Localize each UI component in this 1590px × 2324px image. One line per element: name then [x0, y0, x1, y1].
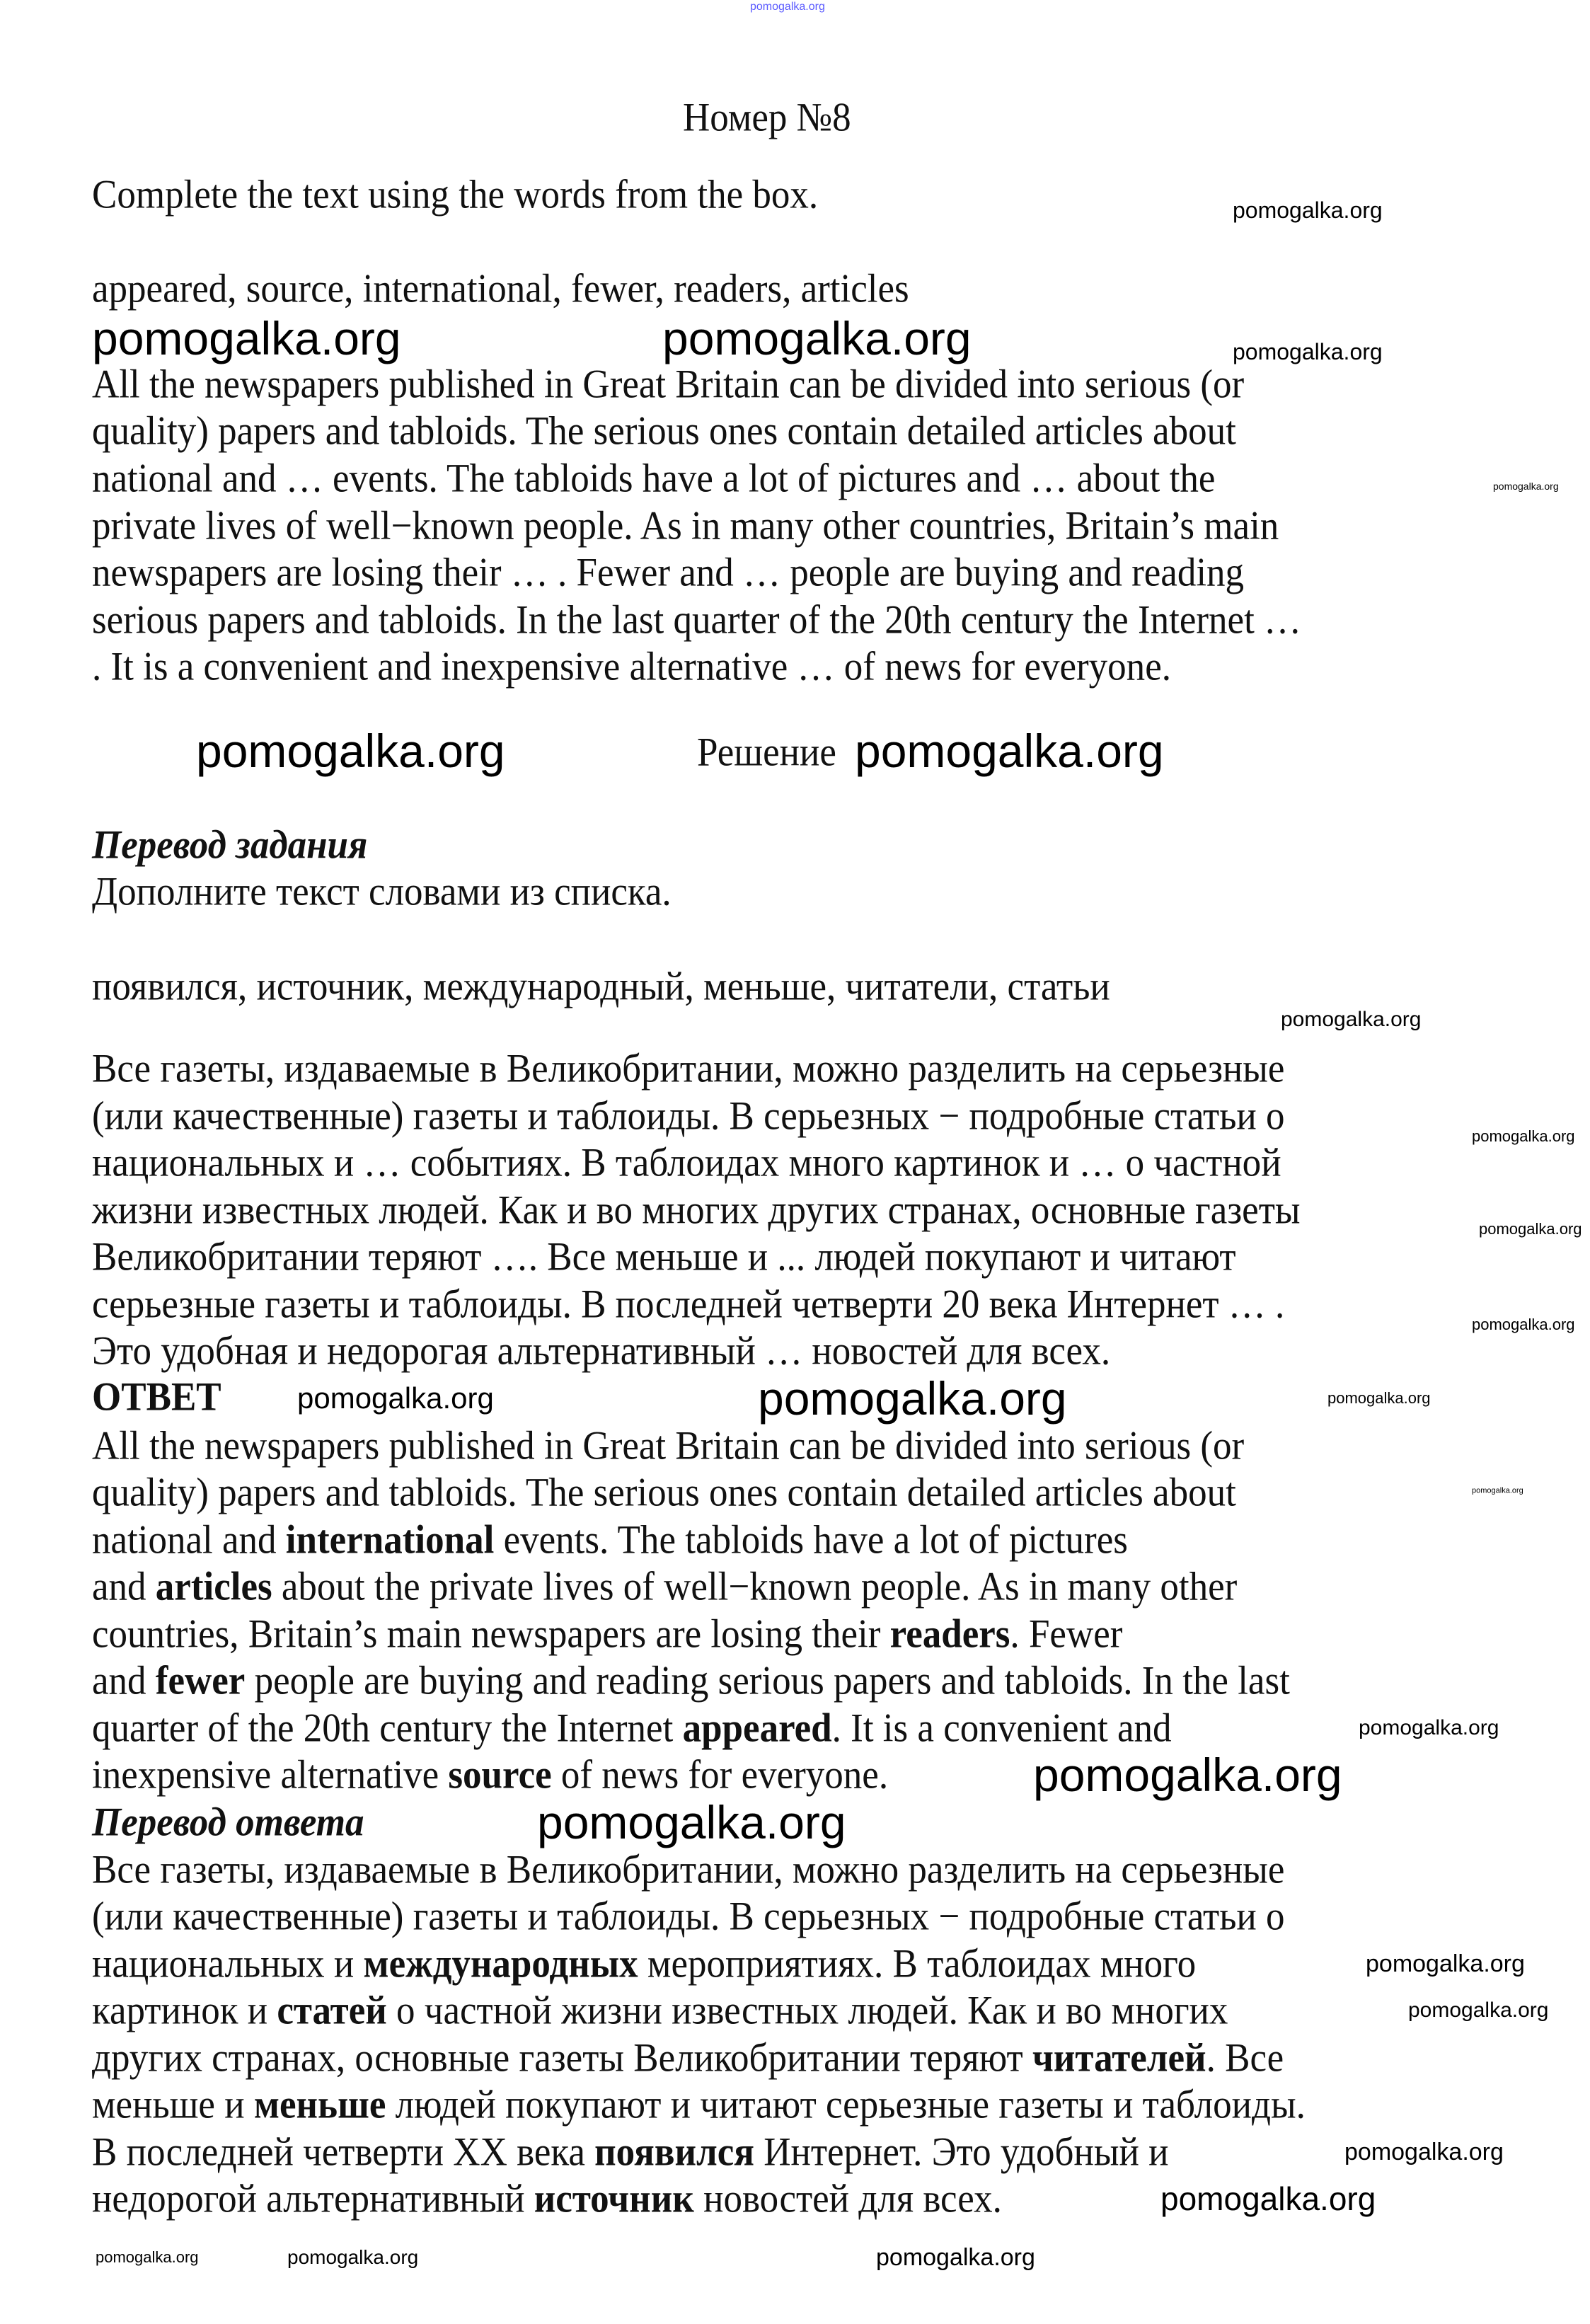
watermark: pomogalka.org [750, 1, 825, 13]
answer-heading: ОТВЕТ [92, 1374, 221, 1420]
text-segment: меньше и [92, 2082, 254, 2127]
text-segment: national and [92, 1517, 286, 1563]
answer-translation-line [92, 2176, 1002, 2221]
text-segment: . Fewer [1010, 1611, 1123, 1657]
task-translation-line: национальных и … событиях. В таблоидах много картинок и … о частной [92, 1140, 1281, 1185]
text-segment: and [92, 1658, 156, 1703]
answer-word: fewer [155, 1658, 246, 1703]
text-segment: В последней четверти XX века [92, 2129, 595, 2175]
answer-word: readers [889, 1611, 1010, 1657]
watermark: pomogalka.org [92, 312, 401, 364]
watermark: pomogalka.org [1359, 1716, 1499, 1739]
answer-word: читателей [1032, 2035, 1206, 2081]
answer-word: меньше [253, 2082, 386, 2127]
task-text-line: quality) papers and tabloids. The serious ones contain detailed articles about [92, 408, 1236, 454]
text-segment: people are buying and reading serious papers and tabloids. In the last [245, 1658, 1290, 1703]
answer-line [92, 1470, 1236, 1515]
answer-word: appeared [682, 1705, 832, 1751]
answer-word: источник [534, 2176, 694, 2221]
answer-word: international [285, 1517, 495, 1563]
watermark: pomogalka.org [1233, 197, 1383, 223]
answer-line [92, 1517, 1128, 1563]
task-text-line: private lives of well−known people. As in many other countries, Britain’s main [92, 503, 1279, 548]
watermark: pomogalka.org [855, 725, 1164, 777]
text-segment: национальных и [92, 1941, 364, 1986]
answer-translation-line [92, 2129, 1169, 2175]
watermark: pomogalka.org [1472, 1127, 1575, 1145]
task-text-line: . It is a convenient and inexpensive alternative … of news for everyone. [92, 644, 1171, 689]
text-segment: других странах, основные газеты Великобритании теряют [92, 2035, 1032, 2081]
word-box: appeared, source, international, fewer, readers, articles [92, 266, 909, 311]
answer-word: articles [155, 1564, 272, 1609]
answer-translation-line [92, 2082, 1306, 2127]
text-segment: Все газеты, издаваемые в Великобритании, можно разделить на серьезные [92, 1847, 1285, 1892]
answer-translation-line [92, 1988, 1228, 2033]
text-segment: Интернет. Это удобный и [754, 2129, 1169, 2175]
text-segment: inexpensive alternative [92, 1752, 449, 1797]
answer-word: source [448, 1752, 552, 1797]
solution-label: Решение [697, 730, 836, 775]
answer-line [92, 1705, 1172, 1751]
watermark: pomogalka.org [96, 2248, 199, 2266]
watermark: pomogalka.org [758, 1372, 1067, 1425]
answer-word: статей [277, 1988, 387, 2033]
watermark: pomogalka.org [1366, 1950, 1525, 1977]
task-translation-line: Великобритании теряют …. Все меньше и ... людей покупают и читают [92, 1234, 1236, 1279]
task-translation-line: серьезные газеты и таблоиды. В последней четверти 20 века Интернет … . [92, 1282, 1285, 1327]
watermark: pomogalka.org [1472, 1486, 1523, 1495]
task-text-line: newspapers are losing their … . Fewer and … people are buying and reading [92, 550, 1245, 595]
watermark: pomogalka.org [1033, 1749, 1342, 1801]
watermark: pomogalka.org [196, 725, 505, 777]
text-segment: and [92, 1564, 156, 1609]
task-translation-line: жизни известных людей. Как и во многих других странах, основные газеты [92, 1187, 1301, 1233]
task-instruction: Complete the text using the words from the box. [92, 172, 819, 217]
text-segment: of news for everyone. [551, 1752, 889, 1797]
page-title: Номер №8 [683, 95, 851, 140]
text-segment: мероприятиях. В таблоидах много [638, 1941, 1197, 1986]
watermark: pomogalka.org [1493, 481, 1559, 492]
answer-translation-line [92, 1894, 1285, 1939]
answer-line [92, 1752, 889, 1797]
text-segment: All the newspapers published in Great Britain can be divided into serious (or [92, 1423, 1245, 1468]
text-segment: quality) papers and tabloids. The serious ones contain detailed articles about [92, 1470, 1236, 1515]
answer-word: международных [363, 1941, 638, 1986]
watermark: pomogalka.org [297, 1381, 494, 1415]
task-text-line: national and … events. The tabloids have a lot of pictures and … about the [92, 456, 1216, 501]
task-text-line: serious papers and tabloids. In the last quarter of the 20th century the Internet … [92, 597, 1302, 643]
watermark: pomogalka.org [537, 1796, 846, 1848]
answer-line [92, 1423, 1245, 1468]
text-segment: about the private lives of well−known people. As in many other [272, 1564, 1238, 1609]
task-text-line: All the newspapers published in Great Britain can be divided into serious (or [92, 362, 1245, 407]
watermark: pomogalka.org [287, 2246, 419, 2268]
text-segment: . Все [1206, 2035, 1284, 2081]
watermark: pomogalka.org [1160, 2180, 1376, 2217]
watermark: pomogalka.org [1327, 1389, 1431, 1407]
watermark: pomogalka.org [876, 2244, 1035, 2271]
text-segment: новостей для всех. [693, 2176, 1002, 2221]
answer-word: появился [594, 2129, 754, 2175]
text-segment: о частной жизни известных людей. Как и во многих [386, 1988, 1228, 2033]
task-translation-line: Все газеты, издаваемые в Великобритании, можно разделить на серьезные [92, 1046, 1285, 1091]
watermark: pomogalka.org [1344, 2139, 1504, 2165]
task-translation-line: Это удобная и недорогая альтернативный … новостей для всех. [92, 1328, 1111, 1374]
answer-translation-line [92, 2035, 1284, 2081]
answer-line [92, 1611, 1123, 1657]
answer-translation-heading: Перевод ответа [92, 1800, 364, 1845]
answer-translation-line [92, 1941, 1197, 1986]
text-segment: events. The tabloids have a lot of pictures [494, 1517, 1128, 1563]
task-translation-instruction: Дополните текст словами из списка. [92, 869, 672, 914]
task-translation-words: появился, источник, международный, меньше, читатели, статьи [92, 964, 1110, 1009]
text-segment: недорогой альтернативный [92, 2176, 534, 2221]
watermark: pomogalka.org [1408, 1998, 1549, 2022]
answer-line [92, 1658, 1290, 1703]
text-segment: (или качественные) газеты и таблоиды. В серьезных − подробные статьи о [92, 1894, 1285, 1939]
text-segment: countries, Britain’s main newspapers are losing their [92, 1611, 890, 1657]
watermark: pomogalka.org [1479, 1220, 1582, 1238]
text-segment: картинок и [92, 1988, 277, 2033]
answer-line [92, 1564, 1238, 1609]
watermark: pomogalka.org [1233, 339, 1383, 364]
task-translation-heading: Перевод задания [92, 822, 368, 868]
text-segment: . It is a convenient and [831, 1705, 1172, 1751]
watermark: pomogalka.org [1472, 1316, 1575, 1333]
text-segment: людей покупают и читают серьезные газеты и таблоиды. [386, 2082, 1306, 2127]
answer-translation-line [92, 1847, 1285, 1892]
watermark: pomogalka.org [662, 312, 972, 364]
text-segment: quarter of the 20th century the Internet [92, 1705, 683, 1751]
task-translation-line: (или качественные) газеты и таблоиды. В серьезных − подробные статьи о [92, 1093, 1285, 1139]
watermark: pomogalka.org [1281, 1008, 1422, 1031]
